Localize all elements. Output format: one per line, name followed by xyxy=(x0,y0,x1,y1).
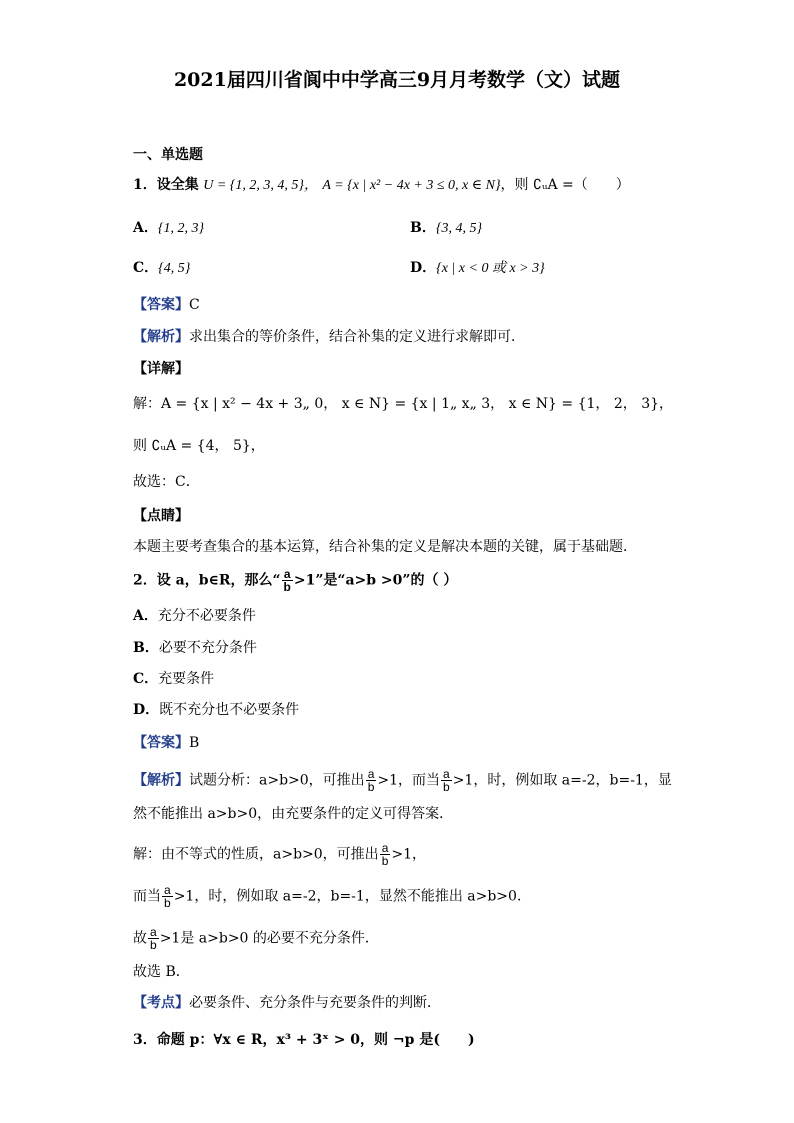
question-2-stem xyxy=(133,568,457,593)
question-3-stem xyxy=(133,1030,475,1050)
fraction-numerator: a xyxy=(282,568,293,581)
q1-detail-tag: 【详解】 xyxy=(133,361,189,377)
option-label: B． xyxy=(410,220,436,236)
solution-text: 故 xyxy=(133,930,147,947)
analysis-text: 求出集合的等价条件，结合补集的定义进行求解即可． xyxy=(189,329,525,345)
fraction-numerator: a xyxy=(381,841,389,855)
q2-point xyxy=(133,993,441,1013)
answer-value: C xyxy=(189,297,200,313)
analysis-tag: 【解析】 xyxy=(133,329,189,345)
q1-option-a xyxy=(133,218,204,239)
option-text: {3, 4, 5} xyxy=(435,221,483,236)
analysis-tag: 【解析】 xyxy=(133,772,189,789)
solution-text: 而当 xyxy=(133,888,161,905)
q1-comment: 本题主要考查集合的基本运算，结合补集的定义是解决本题的关键，属于基础题． xyxy=(133,539,637,555)
fraction-denominator: b xyxy=(164,896,171,910)
question-number: 3． xyxy=(133,1032,157,1048)
option-label: C． xyxy=(133,260,159,276)
stem-text: 设全集 xyxy=(156,177,199,193)
option-label: D． xyxy=(410,260,437,276)
q1-detail-line-2: 则 ∁ᵤA = {4， 5}， xyxy=(133,438,265,454)
q2-option-c xyxy=(133,669,214,689)
stem-suffix: ，则 ∁ᵤA =（ ） xyxy=(500,177,630,193)
q2-solution-line-3 xyxy=(133,926,379,951)
analysis-text: >1，时，例如取 a=-2，b=-1，显 xyxy=(452,772,672,789)
fraction-denominator: b xyxy=(443,780,450,794)
option-text: 必要不充分条件 xyxy=(158,640,257,656)
fraction-denominator: b xyxy=(381,854,389,868)
point-tag: 【考点】 xyxy=(133,995,189,1011)
option-label: C． xyxy=(133,671,159,687)
q1-analysis xyxy=(133,327,525,347)
q2-solution-line-2 xyxy=(133,884,531,909)
fraction-denominator: b xyxy=(283,580,291,594)
stem-text: 命题 p：∀x ∈ R，x³ + 3ˣ > 0，则 ¬p 是( ) xyxy=(156,1032,475,1048)
fraction-a-over-b xyxy=(366,768,377,793)
fraction-denominator: b xyxy=(367,780,375,794)
question-number: 2． xyxy=(133,572,157,589)
option-label: A． xyxy=(133,220,158,236)
fraction-a-over-b xyxy=(441,768,452,793)
stem-text: 设 a，b∈R，那么“ xyxy=(156,572,281,589)
answer-value: B xyxy=(189,735,200,751)
q1-detail-line-1: 解：A = {x | x² − 4x + 3„ 0， x ∈ N} = {x | 1„ x„ 3， x ∈ N} = {1， 2， 3}， xyxy=(133,396,674,412)
q2-option-b xyxy=(133,638,257,658)
question-number: 1． xyxy=(133,177,157,193)
q2-solution-line-4: 故选 B． xyxy=(133,964,190,980)
q1-option-d xyxy=(410,258,545,279)
option-label: A． xyxy=(133,608,158,624)
q2-analysis-line-2: 然不能推出 a>b>0，由充要条件的定义可得答案． xyxy=(133,806,454,822)
option-label: B． xyxy=(133,640,159,656)
fraction-a-over-b xyxy=(380,842,391,867)
q2-solution-line-1 xyxy=(133,842,426,867)
analysis-text: >1，而当 xyxy=(377,772,441,789)
option-text: 充要条件 xyxy=(158,671,215,687)
page-title: 2021届四川省阆中中学高三9月月考数学（文）试题 xyxy=(173,69,621,91)
q1-comment-tag: 【点睛】 xyxy=(133,508,189,524)
q2-option-a xyxy=(133,606,256,626)
solution-text: >1， xyxy=(391,846,427,863)
fraction-a-over-b xyxy=(162,884,173,909)
option-text: {1, 2, 3} xyxy=(157,221,205,236)
option-label: D． xyxy=(133,702,160,718)
solution-text: >1，时，例如取 a=-2，b=-1，显然不能推出 a>b>0． xyxy=(173,888,531,905)
q1-detail-line-3: 故选：C． xyxy=(133,474,200,490)
solution-text: >1是 a>b>0 的必要不充分条件． xyxy=(159,930,379,947)
q1-option-c xyxy=(133,258,190,279)
fraction-a-over-b xyxy=(282,568,293,593)
point-text: 必要条件、充分条件与充要条件的判断． xyxy=(189,995,441,1011)
answer-tag: 【答案】 xyxy=(133,297,189,313)
answer-tag: 【答案】 xyxy=(133,735,189,751)
fraction-numerator: a xyxy=(443,767,450,781)
q2-answer xyxy=(133,733,199,753)
set-u: U = {1, 2, 3, 4, 5}， xyxy=(203,178,318,193)
q1-answer xyxy=(133,295,200,315)
section-heading: 一、单选题 xyxy=(133,147,203,163)
option-text: 充分不必要条件 xyxy=(157,608,256,624)
q1-option-b xyxy=(410,218,482,239)
analysis-text: 试题分析：a>b>0，可推出 xyxy=(189,772,365,789)
set-a: A = {x | x² − 4x + 3 ≤ 0, x ∈ N} xyxy=(322,178,501,193)
option-text: {x | x < 0 或 x > 3} xyxy=(436,261,545,276)
question-1-stem xyxy=(133,175,630,196)
option-text: {4, 5} xyxy=(158,261,191,276)
fraction-a-over-b xyxy=(148,926,159,951)
q2-analysis-line-1 xyxy=(133,768,672,793)
fraction-numerator: a xyxy=(367,767,375,781)
solution-text: 解：由不等式的性质，a>b>0，可推出 xyxy=(133,846,379,863)
fraction-denominator: b xyxy=(150,938,157,952)
stem-text: >1”是“a>b >0”的（ ） xyxy=(293,572,458,589)
fraction-numerator: a xyxy=(164,883,171,897)
fraction-numerator: a xyxy=(150,925,157,939)
q2-option-d xyxy=(133,700,299,720)
option-text: 既不充分也不必要条件 xyxy=(159,702,300,718)
